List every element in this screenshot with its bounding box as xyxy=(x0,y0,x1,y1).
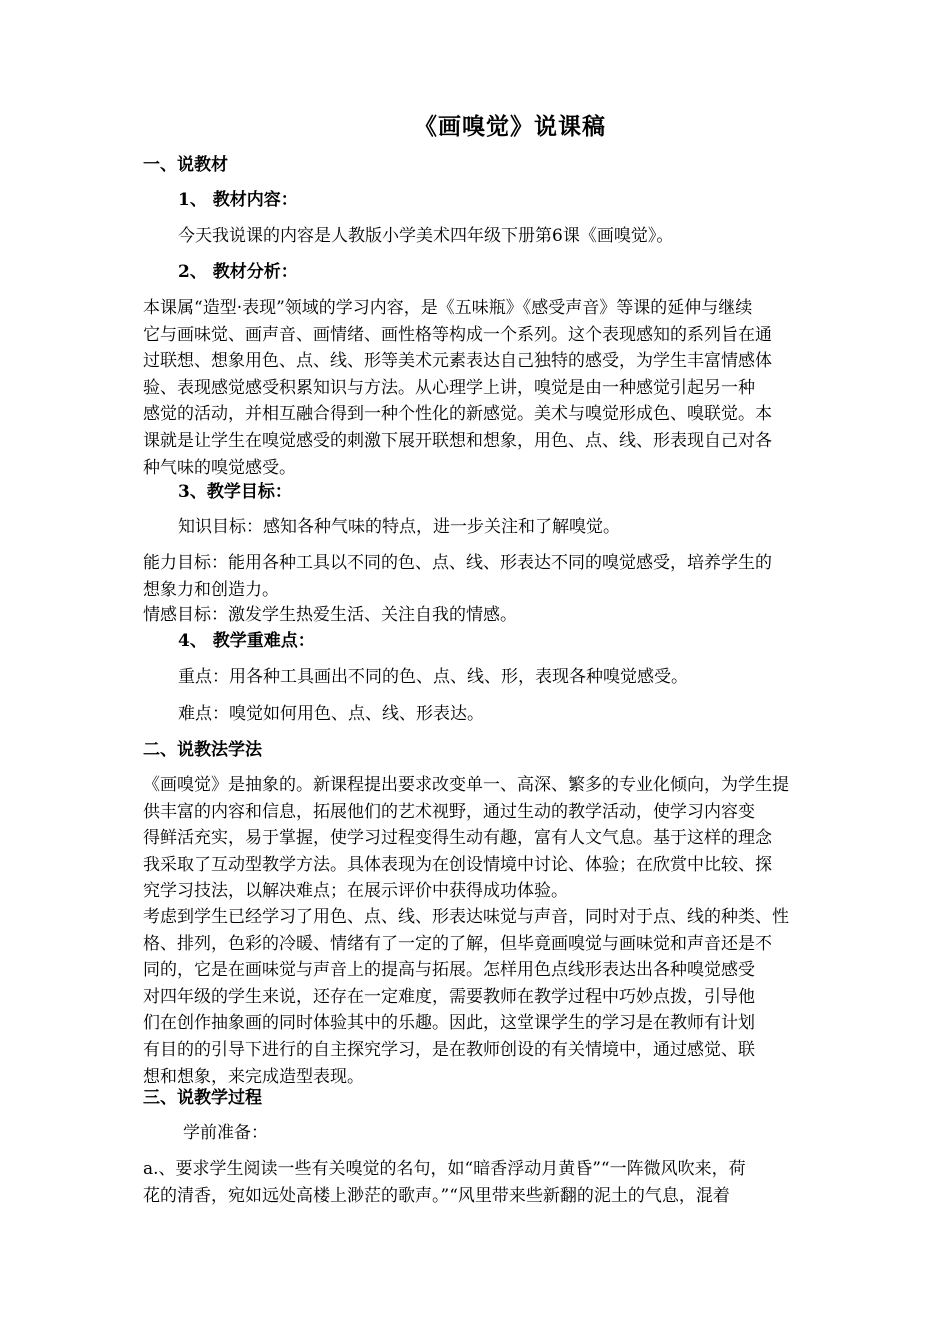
content-text: 今天我说课的内容是人教版小学美术四年级下册第6课《画嗅觉》。 xyxy=(178,226,674,246)
text-line: 能力目标：能用各种工具以不同的色、点、线、形表达不同的嗅觉感受，培养学生的 xyxy=(143,553,772,573)
difficulty-point: 难点：嗅觉如何用色、点、线、形表达。 xyxy=(178,704,484,724)
section-heading-2: 二、说教法学法 xyxy=(143,740,262,760)
text-line: a.、要求学生阅读一些有关嗅觉的名句，如“暗香浮动月黄昏”“一阵微风吹来，荷 xyxy=(143,1159,746,1179)
prep-label: 学前准备： xyxy=(183,1123,268,1143)
text-line: 格、排列，色彩的冷暖、情绪有了一定的了解，但毕竟画嗅觉与画味觉和声音还是不 xyxy=(143,933,772,954)
text-line: 考虑到学生已经学习了用色、点、线、形表达味觉与声音，同时对于点、线的种类、性 xyxy=(143,907,789,927)
subheading-key-points: 4、 教学重难点： xyxy=(178,631,315,651)
goal-knowledge: 知识目标：感知各种气味的特点，进一步关注和了解嗅觉。 xyxy=(178,517,620,537)
analysis-paragraph xyxy=(143,295,829,481)
text-line: 们在创作抽象画的同时体验其中的乐趣。因此，这堂课学生的学习是在教师有计划 xyxy=(143,1013,755,1034)
text-line: 《画嗅觉》是抽象的。新课程提出要求改变单一、高深、繁多的专业化倾向，为学生提 xyxy=(143,775,789,795)
text-line: 花的清香，宛如远处高楼上渺茫的歌声。”“风里带来些新翻的泥土的气息，混着 xyxy=(143,1185,730,1206)
prep-paragraph-a xyxy=(143,1156,829,1209)
text-line: 对四年级的学生来说，还存在一定难度，需要教师在教学过程中巧妙点拨，引导他 xyxy=(143,986,755,1007)
text-line: 它与画味觉、画声音、画情绪、画性格等构成一个系列。这个表现感知的系列旨在通 xyxy=(143,324,772,345)
method-paragraph-1 xyxy=(143,772,829,905)
text-line: 想象力和创造力。 xyxy=(143,579,279,600)
text-line: 有目的的引导下进行的自主探究学习，是在教师创设的有关情境中，通过感觉、联 xyxy=(143,1039,755,1060)
document-title: 《画嗅觉》说课稿 xyxy=(414,113,606,140)
text-line: 过联想、想象用色、点、线、形等美术元素表达自己独特的感受，为学生丰富情感体 xyxy=(143,351,772,372)
text-line: 课就是让学生在嗅觉感受的刺激下展开联想和想象，用色、点、线、形表现自己对各 xyxy=(143,430,772,451)
goal-ability xyxy=(143,550,829,603)
text-line: 同的，它是在画味觉与声音上的提高与拓展。怎样用色点线形表达出各种嗅觉感受 xyxy=(143,960,755,981)
text-line: 感觉的活动，并相互融合得到一种个性化的新感觉。美术与嗅觉形成色、嗅联觉。本 xyxy=(143,404,772,425)
goal-emotion: 情感目标：激发学生热爱生活、关注自我的情感。 xyxy=(143,605,517,625)
text-line: 验、表现感觉感受积累知识与方法。从心理学上讲，嗅觉是由一种感觉引起另一种 xyxy=(143,377,755,398)
key-point: 重点：用各种工具画出不同的色、点、线、形，表现各种嗅觉感受。 xyxy=(178,667,688,687)
subheading-goals: 3、教学目标： xyxy=(178,482,292,502)
text-line: 我采取了互动型教学方法。具体表现为在创设情境中讨论、体验；在欣赏中比较、探 xyxy=(143,854,772,875)
text-line: 种气味的嗅觉感受。 xyxy=(143,457,296,478)
subheading-content: 1、 教材内容： xyxy=(178,190,298,210)
section-heading-1: 一、说教材 xyxy=(143,155,228,175)
text-line: 供丰富的内容和信息，拓展他们的艺术视野，通过生动的教学活动，使学习内容变 xyxy=(143,801,755,822)
section-heading-3: 三、说教学过程 xyxy=(143,1088,262,1108)
text-line: 想和想象，来完成造型表现。 xyxy=(143,1066,364,1087)
text-line: 究学习技法，以解决难点；在展示评价中获得成功体验。 xyxy=(143,881,568,902)
method-paragraph-2 xyxy=(143,904,829,1090)
text-line: 得鲜活充实，易于掌握，使学习过程变得生动有趣，富有人文气息。基于这样的理念 xyxy=(143,828,772,849)
subheading-analysis: 2、 教材分析： xyxy=(178,262,298,282)
text-line: 本课属“造型·表现”领域的学习内容，是《五味瓶》《感受声音》等课的延伸与继续 xyxy=(143,298,753,318)
